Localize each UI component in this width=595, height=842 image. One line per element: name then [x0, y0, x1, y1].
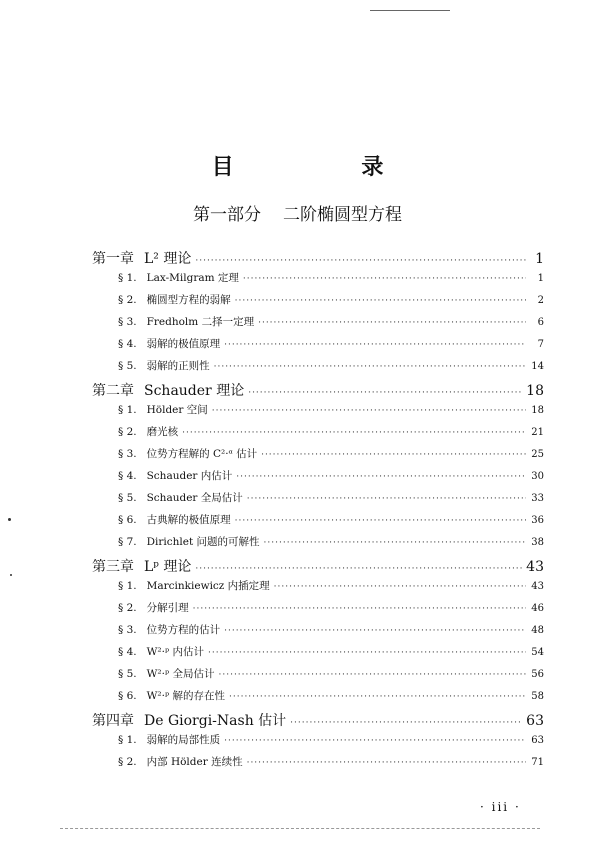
toc-page-number: 1	[535, 251, 544, 267]
toc-entry-label	[118, 688, 229, 703]
toc-page-number: 18	[526, 383, 544, 399]
toc-entry-title: 内部 Hölder 连续性	[146, 756, 243, 768]
toc-entry-title: De Giorgi-Nash 估计	[144, 713, 287, 729]
toc-section-row[interactable]	[92, 578, 544, 600]
toc-entry-label	[118, 358, 214, 373]
toc-entry-label	[118, 468, 236, 483]
toc-entry-title: 位势方程解的 C²·ᵅ 估计	[146, 448, 258, 460]
toc-page-number: 33	[531, 493, 544, 504]
toc-entry-label	[92, 556, 195, 576]
toc-leader-dots	[236, 472, 526, 482]
toc-page-number: 14	[531, 361, 544, 372]
toc-entry-label	[118, 270, 243, 285]
toc-leader-dots	[182, 428, 526, 438]
toc-entry-prefix: 第一章	[92, 251, 134, 267]
toc-entry-title: 弱解的正则性	[146, 360, 210, 372]
toc-section-row[interactable]	[92, 446, 544, 468]
toc-section-row[interactable]	[92, 732, 544, 754]
toc-entry-label	[118, 424, 182, 439]
toc-entry-title: Hölder 空间	[146, 404, 208, 416]
toc-leader-dots	[195, 564, 522, 574]
toc-leader-dots	[290, 718, 522, 728]
toc-entry-label	[118, 732, 224, 747]
toc-entry-label	[118, 402, 212, 417]
toc-leader-dots	[214, 362, 526, 372]
toc-entry-prefix: § 3.	[118, 448, 137, 460]
toc-entry-title: 位势方程的估计	[146, 624, 221, 636]
toc-section-row[interactable]	[92, 490, 544, 512]
page-folio: · iii ·	[480, 800, 521, 814]
toc-section-row[interactable]	[92, 424, 544, 446]
toc-section-row[interactable]	[92, 314, 544, 336]
toc-entry-prefix: § 1.	[118, 734, 137, 746]
toc-entry-title: Schauder 理论	[144, 383, 245, 399]
toc-entry-title: Marcinkiewicz 内插定理	[146, 580, 270, 592]
part-heading	[0, 200, 595, 225]
toc-entry-title: W²·ᵖ 内估计	[146, 646, 204, 658]
toc-entry-prefix: § 2.	[118, 426, 137, 438]
toc-entry-prefix: § 6.	[118, 690, 137, 702]
toc-entry-label	[118, 314, 258, 329]
toc-page-number: 30	[531, 471, 544, 482]
toc-leader-dots	[224, 736, 526, 746]
toc-entry-label	[118, 292, 235, 307]
toc-page-number: 48	[531, 625, 544, 636]
toc-page-number: 7	[537, 339, 544, 350]
toc-leader-dots	[258, 318, 526, 328]
toc-section-row[interactable]	[92, 292, 544, 314]
toc-entry-title: 磨光核	[146, 426, 179, 438]
toc-entry-label	[118, 622, 224, 637]
toc-leader-dots	[229, 692, 526, 702]
toc-leader-dots	[219, 670, 527, 680]
page-title: 目 录	[211, 154, 444, 180]
toc-page-number: 63	[531, 735, 544, 746]
toc-page-number: 36	[531, 515, 544, 526]
toc-section-row[interactable]	[92, 270, 544, 292]
toc-entry-prefix: § 5.	[118, 360, 137, 372]
toc-section-row[interactable]	[92, 402, 544, 424]
toc-entry-prefix: § 2.	[118, 294, 137, 306]
toc-entry-prefix: § 6.	[118, 514, 137, 526]
toc-entry-prefix: § 3.	[118, 624, 137, 636]
toc-entry-prefix: § 2.	[118, 602, 137, 614]
toc-section-row[interactable]	[92, 336, 544, 358]
toc-entry-prefix: § 1.	[118, 272, 137, 284]
toc-entry-prefix: § 3.	[118, 316, 137, 328]
toc-page-number: 1	[537, 273, 544, 284]
toc-entry-title: 椭圆型方程的弱解	[146, 294, 231, 306]
toc-leader-dots	[264, 538, 526, 548]
toc-leader-dots	[208, 648, 526, 658]
toc-entry-label	[118, 754, 247, 769]
toc-entry-prefix: 第二章	[92, 383, 134, 399]
toc-leader-dots	[247, 758, 526, 768]
scan-speck	[8, 518, 11, 521]
toc-entry-prefix: § 2.	[118, 756, 137, 768]
part-number: 第一部分	[193, 205, 261, 225]
toc-entry-title: 弱解的极值原理	[146, 338, 221, 350]
toc-page-number: 43	[526, 559, 544, 575]
toc-entry-prefix: § 7.	[118, 536, 137, 548]
toc-leader-dots	[235, 296, 526, 306]
toc-leader-dots	[224, 626, 526, 636]
toc-entry-prefix: § 4.	[118, 338, 137, 350]
scan-speck	[10, 574, 12, 576]
toc-page-number: 21	[531, 427, 544, 438]
toc-leader-dots	[224, 340, 526, 350]
toc-entry-label	[118, 578, 274, 593]
toc-entry-prefix: 第三章	[92, 559, 134, 575]
toc-entry-label	[118, 336, 224, 351]
toc-leader-dots	[235, 516, 526, 526]
toc-page-number: 54	[531, 647, 544, 658]
toc-entry-title: L² 理论	[144, 251, 192, 267]
toc-entry-label	[118, 644, 208, 659]
toc-section-row[interactable]	[92, 600, 544, 622]
toc-entry-prefix: 第四章	[92, 713, 134, 729]
toc-section-row[interactable]	[92, 666, 544, 688]
part-title: 二阶椭圆型方程	[283, 205, 402, 225]
toc-section-row[interactable]	[92, 468, 544, 490]
toc-entry-title: W²·ᵖ 全局估计	[146, 668, 215, 680]
toc-entry-prefix: § 1.	[118, 404, 137, 416]
toc-entry-title: 分解引理	[146, 602, 189, 614]
toc-section-row[interactable]	[92, 622, 544, 644]
toc-page-number: 46	[531, 603, 544, 614]
toc-page-number: 63	[526, 713, 544, 729]
toc-entry-label	[118, 446, 261, 461]
toc-entry-label	[92, 248, 195, 268]
scan-artifact-line	[60, 828, 540, 830]
toc-leader-dots	[193, 604, 526, 614]
toc-leader-dots	[243, 274, 526, 284]
toc-entry-label	[118, 666, 219, 681]
toc-chapter-row[interactable]	[92, 556, 544, 578]
toc-entry-label	[118, 534, 264, 549]
toc-entry-title: Schauder 内估计	[146, 470, 233, 482]
toc-page-number: 6	[537, 317, 544, 328]
toc-page-number: 38	[531, 537, 544, 548]
toc-entry-label	[92, 710, 290, 730]
toc-section-row[interactable]	[92, 644, 544, 666]
toc-chapter-row[interactable]	[92, 380, 544, 402]
toc-entry-title: W²·ᵖ 解的存在性	[146, 690, 225, 702]
toc-entry-prefix: § 4.	[118, 646, 137, 658]
toc-leader-dots	[195, 256, 526, 266]
table-of-contents	[92, 248, 544, 776]
toc-page-number: 18	[531, 405, 544, 416]
toc-page-number: 2	[537, 295, 544, 306]
toc-entry-title: Lax-Milgram 定理	[146, 272, 239, 284]
toc-page-number: 56	[531, 669, 544, 680]
toc-entry-label	[92, 380, 248, 400]
toc-page-number: 58	[531, 691, 544, 702]
toc-entry-prefix: § 1.	[118, 580, 137, 592]
toc-entry-title: Lᵖ 理论	[144, 559, 192, 575]
toc-entry-title: Dirichlet 问题的可解性	[146, 536, 260, 548]
toc-section-row[interactable]	[92, 754, 544, 776]
toc-page-number: 43	[531, 581, 544, 592]
toc-leader-dots	[212, 406, 526, 416]
toc-section-row[interactable]	[92, 688, 544, 710]
toc-chapter-row[interactable]	[92, 710, 544, 732]
toc-section-row[interactable]	[92, 512, 544, 534]
toc-page-number: 25	[531, 449, 544, 460]
toc-section-row[interactable]	[92, 358, 544, 380]
toc-entry-prefix: § 5.	[118, 668, 137, 680]
toc-leader-dots	[274, 582, 526, 592]
toc-entry-label	[118, 490, 247, 505]
toc-leader-dots	[247, 494, 526, 504]
toc-entry-prefix: § 4.	[118, 470, 137, 482]
toc-entry-label	[118, 512, 235, 527]
toc-chapter-row[interactable]	[92, 248, 544, 270]
toc-entry-title: Fredholm 二择一定理	[146, 316, 255, 328]
toc-page-number: 71	[531, 757, 544, 768]
toc-leader-dots	[248, 388, 522, 398]
toc-section-row[interactable]	[92, 534, 544, 556]
toc-entry-title: 弱解的局部性质	[146, 734, 221, 746]
toc-entry-label	[118, 600, 193, 615]
toc-entry-prefix: § 5.	[118, 492, 137, 504]
toc-leader-dots	[261, 450, 526, 460]
toc-entry-title: 古典解的极值原理	[146, 514, 231, 526]
toc-entry-title: Schauder 全局估计	[146, 492, 243, 504]
scan-artifact-line	[370, 10, 450, 11]
